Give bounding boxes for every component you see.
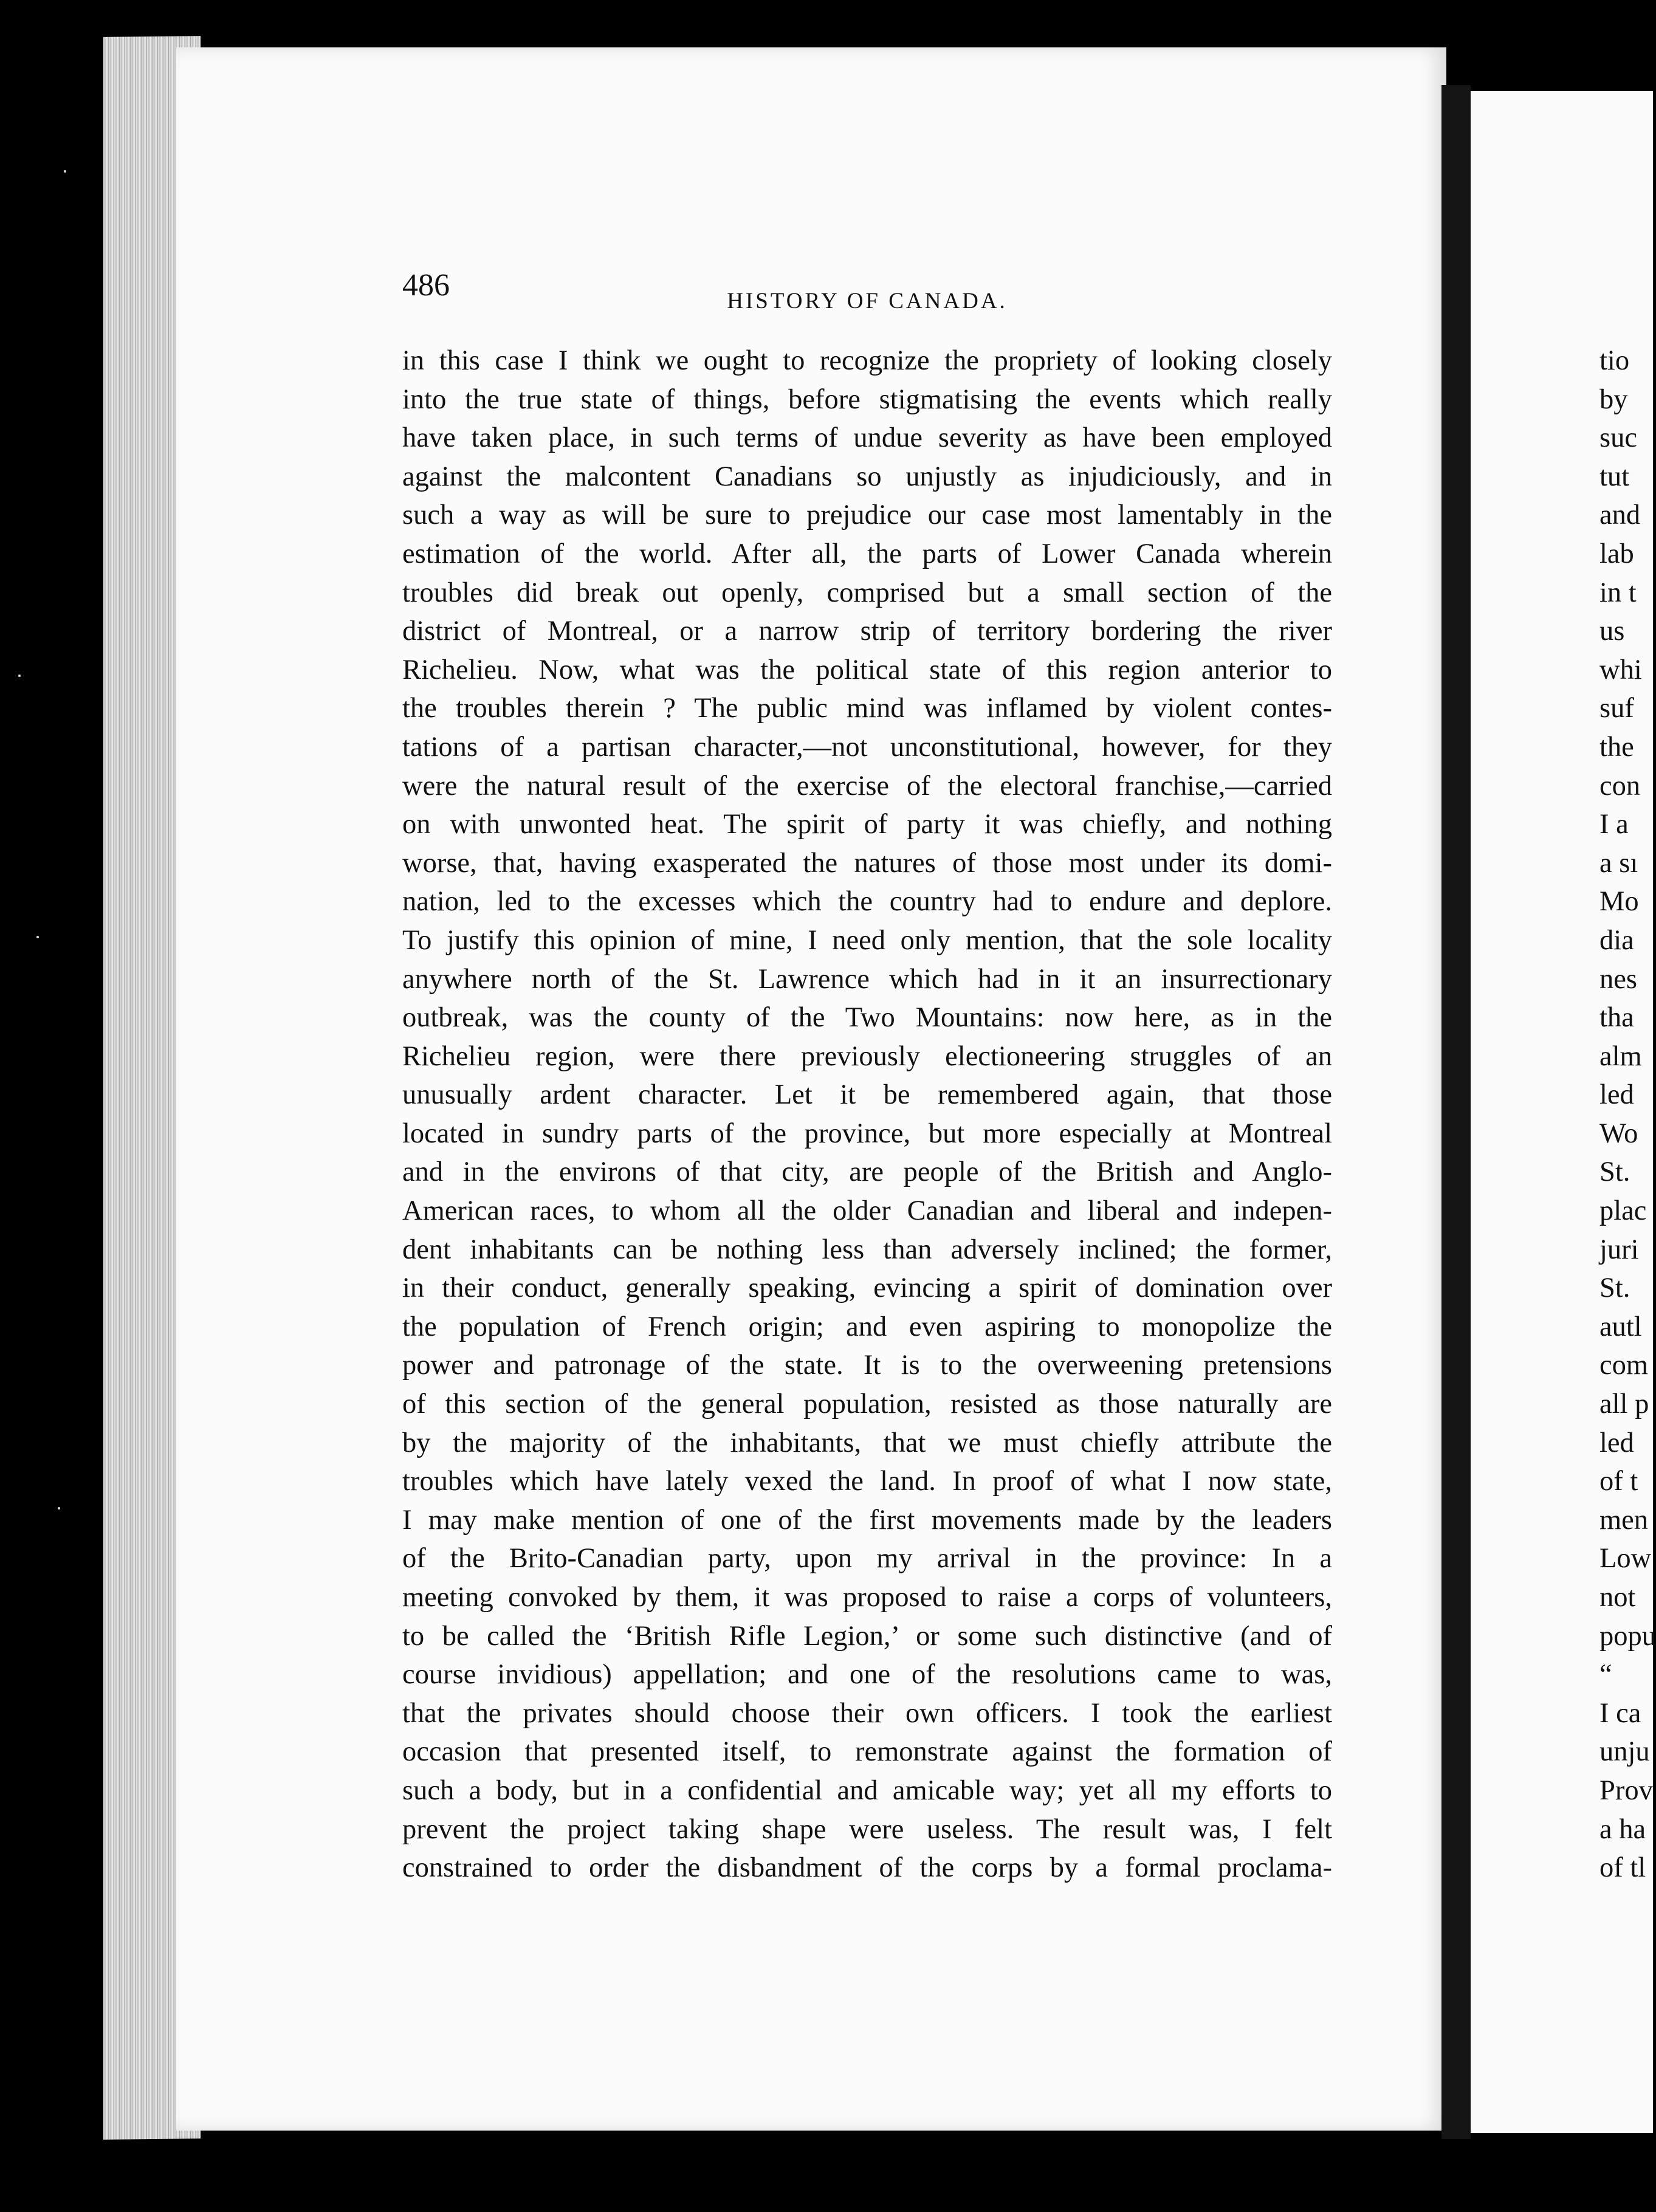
right-page-line-fragment: of t [1599,1466,1638,1497]
right-page-line-fragment: us [1599,616,1625,647]
right-page-line-fragment: “ [1599,1659,1612,1691]
right-page-line-fragment: con [1599,770,1641,802]
right-page-line-fragment: men [1599,1504,1649,1536]
text-line: Richelieu. Now, what was the political state of this region anterior to [402,654,1332,685]
book-gutter [1441,85,1471,2139]
right-page-line-fragment: by [1599,383,1628,415]
right-page-line-fragment: alm [1599,1040,1642,1072]
right-page-line-fragment: St. [1599,1273,1630,1304]
text-line: Richelieu region, were there previously electioneering struggles of an [402,1040,1332,1072]
right-page-line-fragment: plac [1599,1195,1647,1227]
right-page-line-fragment: not [1599,1582,1636,1613]
text-line: such a way as will be sure to prejudice our case most lamentably in the [402,500,1332,531]
text-line: anywhere north of the St. Lawrence which had in it an insurrectionary [402,963,1332,995]
text-line: into the true state of things, before stigmatising the events which really [402,383,1332,415]
text-line: To justify this opinion of mine, I need only mention, that the sole locality [402,924,1332,956]
right-page-line-fragment: a ha [1599,1813,1646,1845]
right-page-line-fragment: the [1599,731,1634,763]
text-line: worse, that, having exasperated the natures of those most under its domi- [402,847,1332,879]
text-line: prevent the project taking shape were useless. The result was, I felt [402,1813,1332,1845]
text-line: and in the environs of that city, are people of the British and Anglo- [402,1156,1332,1188]
right-page-line-fragment: tha [1599,1002,1634,1034]
right-page-line-fragment: popu [1599,1620,1656,1652]
body-text [402,342,1332,1887]
text-line: occasion that presented itself, to remonstrate against the formation of [402,1736,1332,1768]
text-line: have taken place, in such terms of undue severity as have been employed [402,422,1332,454]
text-line: power and patronage of the state. It is to the overweening pretensions [402,1350,1332,1381]
right-page-line-fragment: Low [1599,1543,1652,1575]
text-line: in their conduct, generally speaking, evincing a spirit of domination over [402,1273,1332,1304]
text-line: of this section of the general population, resisted as those naturally are [402,1389,1332,1420]
text-line: of the Brito-Canadian party, upon my arrival in the province: In a [402,1543,1332,1575]
right-page-line-fragment: tio [1599,345,1630,376]
text-line: nation, led to the excesses which the country had to endure and deplore. [402,886,1332,918]
right-page-line-fragment: whi [1599,654,1642,685]
right-page-line-fragment: I ca [1599,1697,1641,1729]
right-page-text [1599,342,1656,1887]
text-line: such a body, but in a confidential and amicable way; yet all my efforts to [402,1774,1332,1806]
right-page-line-fragment: suf [1599,693,1634,724]
right-page-line-fragment: I a [1599,809,1629,840]
right-page-line-fragment: Wo [1599,1118,1638,1149]
right-page-line-fragment: autl [1599,1311,1642,1342]
text-line: constrained to order the disbandment of the corps by a formal proclama- [402,1852,1332,1884]
text-line: in this case I think we ought to recognize the propriety of looking closely [402,345,1332,376]
text-line: located in sundry parts of the province, but more especially at Montreal [402,1118,1332,1149]
right-page-line-fragment: St. [1599,1156,1630,1188]
right-page-line-fragment: com [1599,1350,1649,1381]
text-line: tations of a partisan character,—not unconstitutional, however, for they [402,731,1332,763]
text-line: troubles which have lately vexed the land. In proof of what I now state, [402,1466,1332,1497]
text-line: meeting convoked by them, it was proposed to raise a corps of volunteers, [402,1582,1332,1613]
text-line: the population of French origin; and even aspiring to monopolize the [402,1311,1332,1342]
right-page-line-fragment: of tl [1599,1852,1646,1884]
text-line: district of Montreal, or a narrow strip of territory bordering the river [402,616,1332,647]
running-title: HISTORY OF CANADA. [727,289,1008,314]
text-line: unusually ardent character. Let it be remembered again, that those [402,1079,1332,1111]
text-line: on with unwonted heat. The spirit of party it was chiefly, and nothing [402,809,1332,840]
right-page-line-fragment: and [1599,500,1641,531]
right-page-line-fragment: all p [1599,1389,1649,1420]
right-page-line-fragment: Prov [1599,1774,1653,1806]
right-page-line-fragment: in t [1599,577,1637,608]
text-line: by the majority of the inhabitants, that we must chiefly attribute the [402,1427,1332,1458]
right-page-line-fragment: juri [1599,1234,1639,1265]
text-line: that the privates should choose their own officers. I took the earliest [402,1697,1332,1729]
right-page-line-fragment: unju [1599,1736,1650,1768]
text-line: course invidious) appellation; and one of the resolutions came to was, [402,1659,1332,1691]
text-line: American races, to whom all the older Canadian and liberal and indepen- [402,1195,1332,1227]
right-page-line-fragment: tut [1599,461,1630,492]
text-line: the troubles therein ? The public mind was inflamed by violent contes- [402,693,1332,724]
text-line: estimation of the world. After all, the parts of Lower Canada wherein [402,538,1332,569]
text-line: troubles did break out openly, comprised but a small section of the [402,577,1332,608]
text-line: outbreak, was the county of the Two Mountains: now here, as in the [402,1002,1332,1034]
page-number: 486 [402,268,450,303]
right-page-line-fragment: Mo [1599,886,1639,918]
text-line: dent inhabitants can be nothing less than adversely inclined; the former, [402,1234,1332,1265]
right-page-line-fragment: a sı [1599,847,1638,879]
text-line: I may make mention of one of the first movements made by the leaders [402,1504,1332,1536]
right-page-line-fragment: dia [1599,924,1634,956]
text-line: were the natural result of the exercise of the electoral franchise,—carried [402,770,1332,802]
text-line: against the malcontent Canadians so unjustly as injudiciously, and in [402,461,1332,492]
right-page-line-fragment: nes [1599,963,1637,995]
right-page-line-fragment: suc [1599,422,1637,454]
text-line: to be called the ‘British Rifle Legion,’ or some such distinctive (and of [402,1620,1332,1652]
right-page-line-fragment: led [1599,1079,1634,1111]
right-page-line-fragment: lab [1599,538,1634,569]
right-page-line-fragment: led [1599,1427,1634,1458]
